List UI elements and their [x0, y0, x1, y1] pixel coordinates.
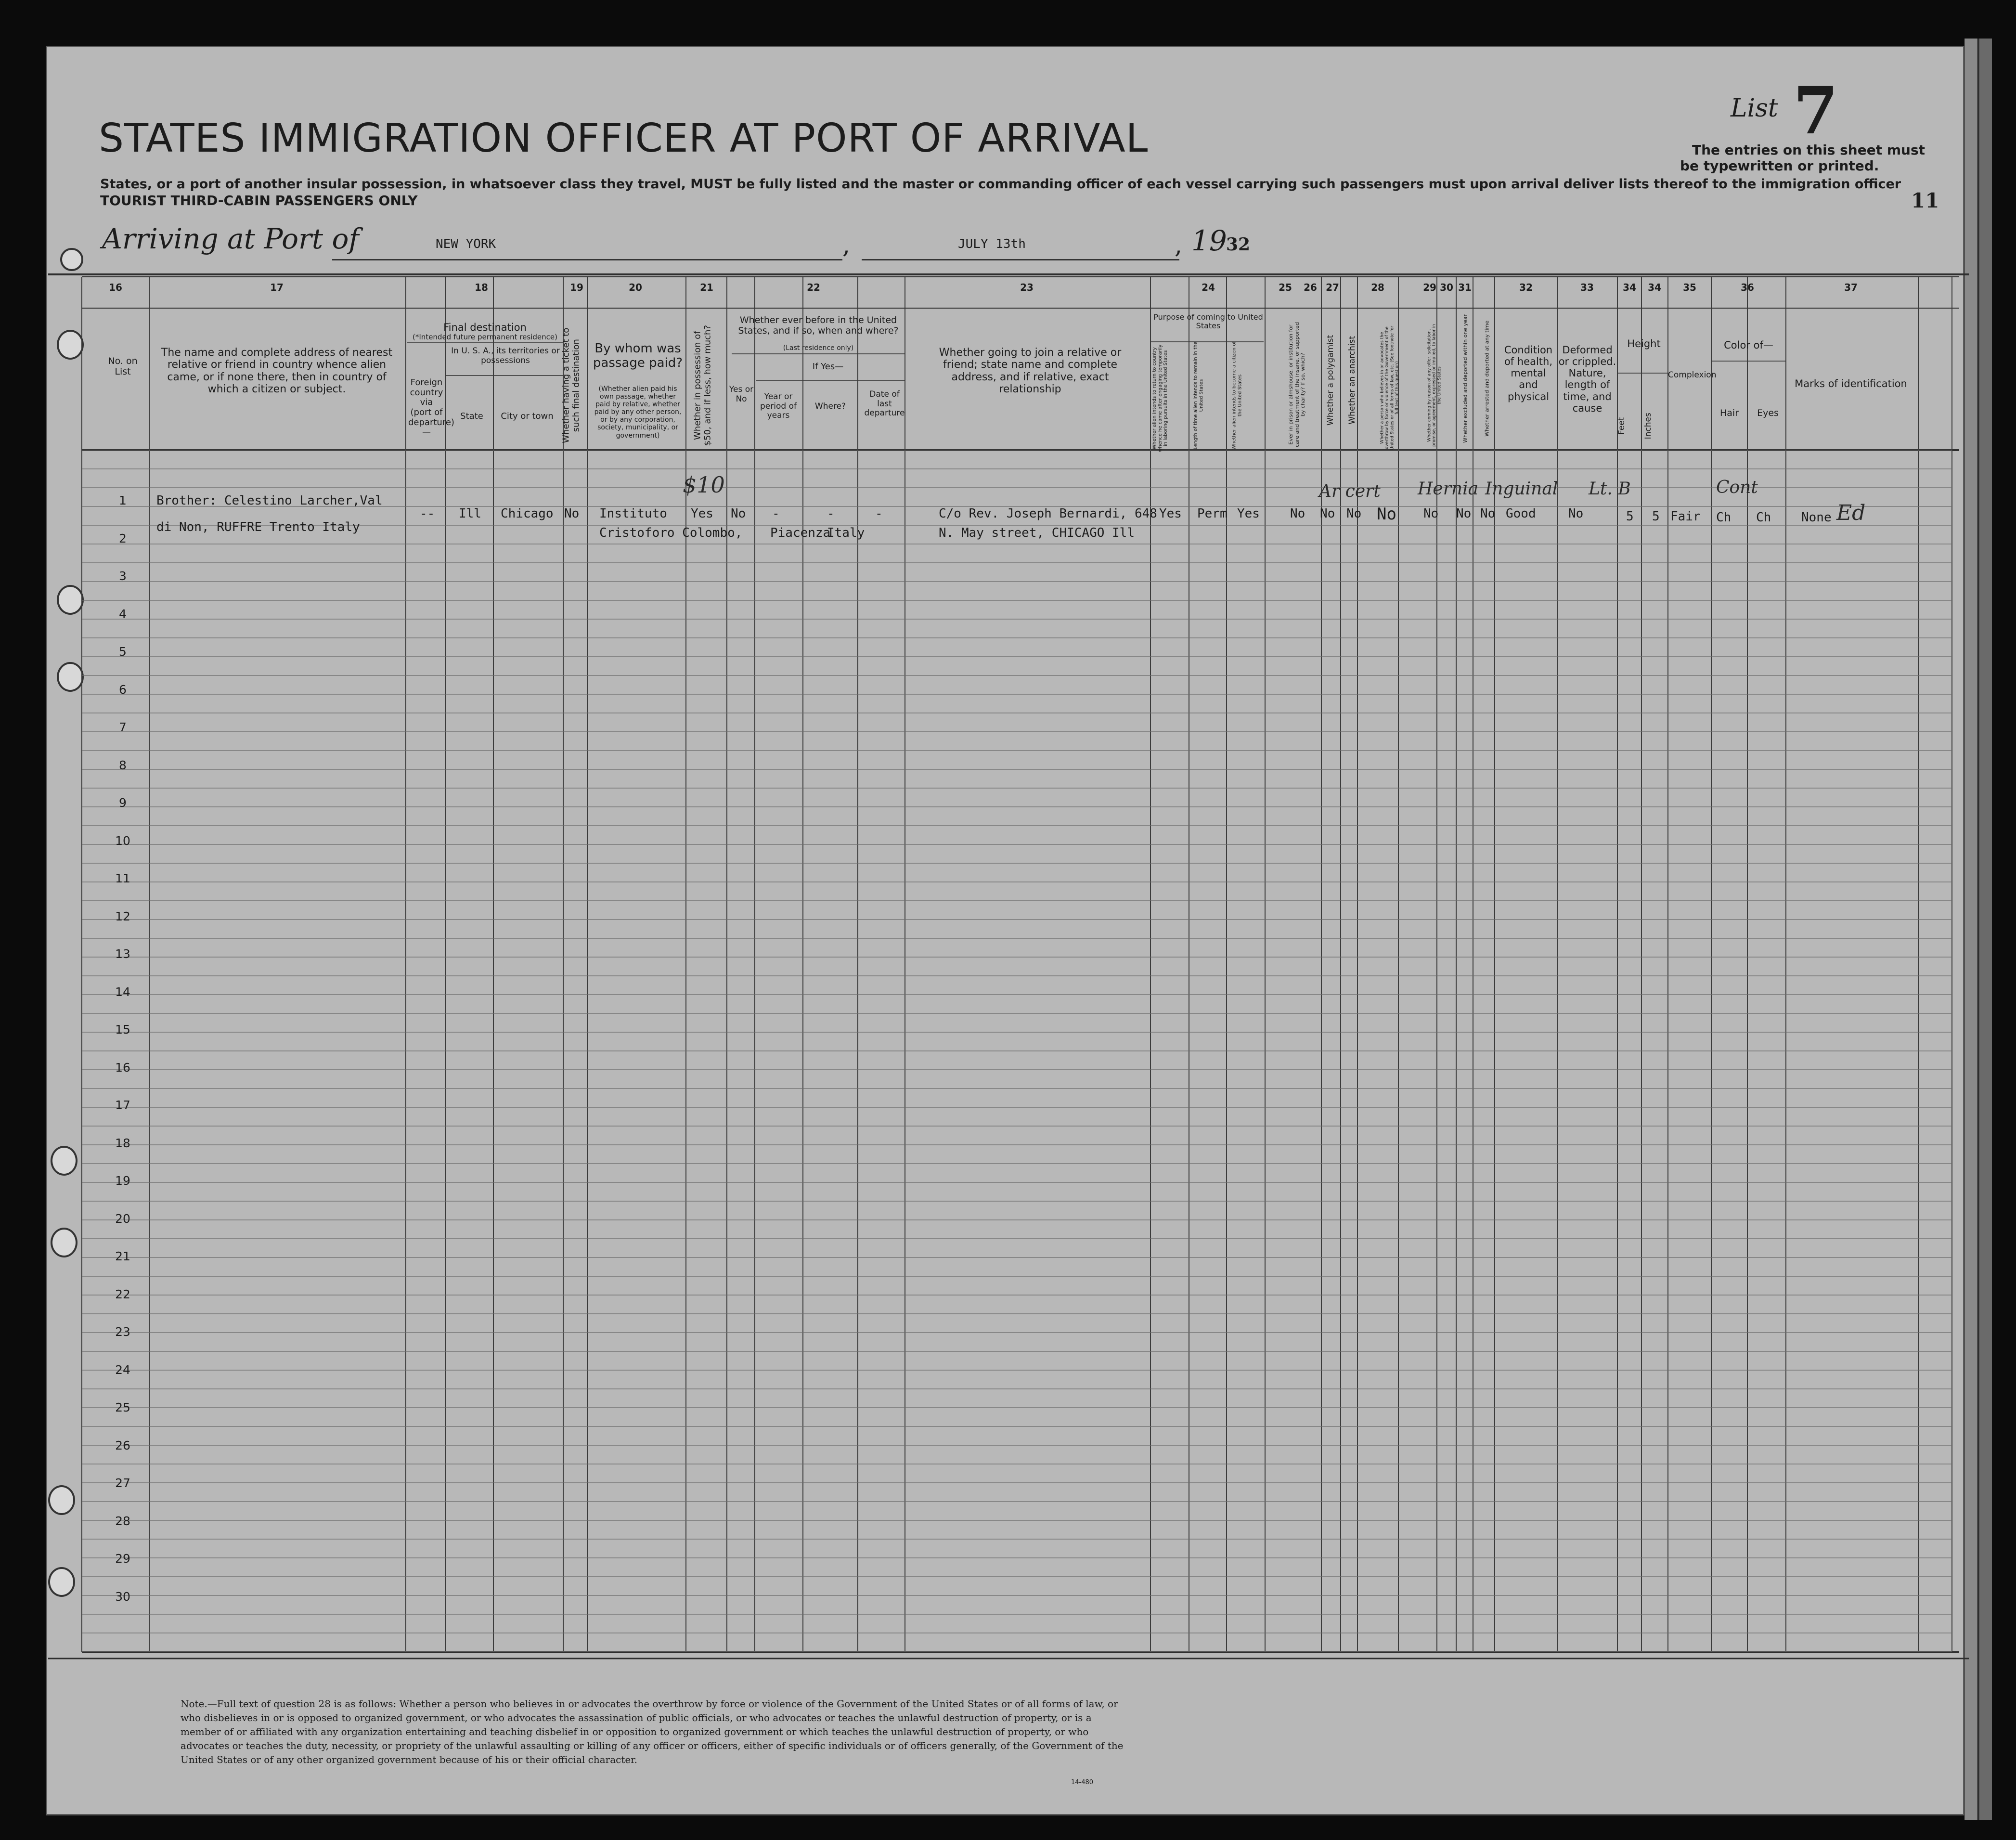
column-number: 31 [1458, 282, 1472, 293]
column-number: 36 [1741, 282, 1754, 293]
paid-by-line1: Instituto [599, 506, 667, 521]
column-number: 17 [270, 282, 284, 293]
header-passage-paid: By whom was passage paid? [593, 341, 683, 370]
header-city: City or town [501, 411, 554, 421]
class-line: TOURIST THIRD-CABIN PASSENGERS ONLY [100, 193, 418, 208]
column-number: 26 [1304, 282, 1317, 293]
header-overthrow: Whether a person who believes in or advocates the overthrow by force or violence of the Government of the United States or of all forms of law, etc. (See footnote for full text of this question) [1380, 325, 1400, 450]
header-money: Whether in possession of $50, and if less, how much? [692, 325, 712, 446]
header-inches: Inches [1643, 413, 1654, 440]
header-ticket: Whether having a ticket to such final destination [561, 327, 581, 443]
row-number: 17 [115, 1098, 130, 1112]
state-value: Ill [459, 506, 481, 521]
deformed-value: No [1568, 506, 1584, 521]
row-number: 25 [115, 1400, 130, 1414]
header-final-destination-note: (*Intended future permanent residence) [413, 333, 557, 341]
header-date-departure: Date of last departure [864, 389, 905, 418]
join-line2: N. May street, CHICAGO Ill [939, 526, 1135, 540]
row-number: 11 [115, 871, 130, 885]
list-number: 7 [1793, 72, 1838, 149]
column-number: 16 [109, 282, 122, 293]
labor-offer-value: No [1423, 506, 1439, 521]
header-foreign-country: Foreign country via (port of departure)— [408, 377, 454, 438]
column-number: 24 [1202, 282, 1215, 293]
column-number: 28 [1371, 282, 1384, 293]
column-number: 19 [570, 282, 583, 293]
column-number: 34 [1623, 282, 1636, 293]
eyes-value: Ch [1756, 510, 1771, 525]
return-value: Yes [1159, 506, 1182, 521]
column-number: 30 [1440, 282, 1453, 293]
comma: , [842, 231, 850, 259]
handwritten-annotation: Inguinal [1485, 479, 1558, 499]
header-health: Condition of health, mental and physical [1504, 344, 1553, 402]
money-amount: $10 [683, 472, 725, 498]
citizen-value: Yes [1237, 506, 1260, 521]
row-number: 3 [119, 569, 127, 583]
row-number: 5 [119, 645, 127, 659]
arriving-label: Arriving at Port of [102, 222, 359, 255]
relative-address-line1: Brother: Celestino Larcher,Val [156, 493, 383, 508]
row-number: 20 [115, 1211, 130, 1226]
row-number: 13 [115, 947, 130, 961]
complexion-value: Fair [1670, 509, 1701, 524]
relative-address-line2: di Non, RUFFRE Trento Italy [156, 520, 360, 534]
join-line1: C/o Rev. Joseph Bernardi, 648 [939, 506, 1157, 521]
row-number: 10 [115, 833, 130, 848]
column-number: 18 [475, 282, 488, 293]
header-before-us-note: (Last residence only) [783, 344, 854, 352]
column-number: 32 [1519, 282, 1533, 293]
column-number: 25 [1279, 282, 1292, 293]
header-year: Year or period of years [760, 392, 797, 421]
column-number: 27 [1326, 282, 1339, 293]
handwritten-annotation: Lt. B [1589, 479, 1631, 499]
row-number: 19 [115, 1174, 130, 1188]
header-color: Color of— [1724, 339, 1773, 351]
header-purpose: Purpose of coming to United States [1153, 312, 1263, 331]
handwritten-annotation: Ar cert [1319, 481, 1381, 501]
header-purpose-c: Whether alien intends to become a citizen of the United States [1231, 341, 1242, 450]
list-label: List [1731, 94, 1778, 123]
length-stay-value: Perm [1197, 506, 1228, 521]
row-number: 21 [115, 1249, 130, 1263]
header-state: State [460, 411, 483, 421]
header-complexion: Complexion [1668, 370, 1717, 380]
paid-by-line2: Cristoforo Colombo, [599, 526, 743, 540]
row-number: 28 [115, 1514, 130, 1528]
handwritten-annotation: Hernia [1418, 479, 1479, 499]
row-number: 18 [115, 1136, 130, 1150]
header-eyes: Eyes [1757, 408, 1779, 418]
header-passage-paid-note: (Whether alien paid his own passage, whether paid by relative, whether paid by any other person, or by any corporation, society, municipality, or government) [594, 385, 682, 440]
handwritten-annotation: Cont [1716, 478, 1758, 497]
year-value: - [772, 506, 780, 521]
date-departure-value: - [875, 506, 883, 521]
form-code: 14-480 [1071, 1779, 1094, 1786]
ticket-value: No [564, 506, 580, 521]
column-number: 20 [629, 282, 642, 293]
health-value: Good [1506, 506, 1536, 521]
column-number: 22 [807, 282, 820, 293]
sheet-number: 11 [1911, 189, 1939, 212]
header-relative: The name and complete address of nearest relative or friend in country whence alien came, or if none there, then in country of which a citizen or subject. [161, 347, 393, 395]
header-feet: Feet [1617, 417, 1627, 435]
comma: , [1175, 231, 1182, 259]
handwritten-annotation: Ed [1836, 501, 1866, 525]
feet-value: 5 [1626, 509, 1634, 524]
row-number: 23 [115, 1325, 130, 1339]
header-before-us: Whether ever before in the United States, and if so, when and where? [738, 315, 899, 336]
row-number: 16 [115, 1060, 130, 1075]
header-purpose-a: Whether alien intends to return to country whence he came after engaging temporarily in laboring pursuits in the United States [1151, 344, 1168, 452]
header-polygamist: Whether a polygamist [1326, 335, 1336, 426]
header-hair: Hair [1719, 408, 1739, 418]
inches-value: 5 [1652, 509, 1660, 524]
page-title: STATES IMMIGRATION OFFICER AT PORT OF ARRIVAL [99, 116, 1149, 161]
row-number: 27 [115, 1476, 130, 1490]
header-list-no: No. on List [108, 356, 138, 377]
row-number: 1 [119, 493, 127, 507]
column-number: 37 [1844, 282, 1858, 293]
column-number: 29 [1423, 282, 1436, 293]
header-anarchist: Whether an anarchist [1347, 336, 1357, 425]
polygamist-value: No [1320, 506, 1335, 521]
row-number: 14 [115, 985, 130, 999]
column-number: 21 [700, 282, 713, 293]
column-number: 34 [1648, 282, 1661, 293]
row-number: 12 [115, 909, 130, 923]
row-number: 22 [115, 1287, 130, 1301]
before-us-value: No [731, 506, 746, 521]
header-usa: In U. S. A., its territories or possessions [451, 346, 560, 365]
city-value: Chicago [501, 506, 554, 521]
port-value: NEW YORK [436, 237, 496, 251]
row-number: 15 [115, 1023, 130, 1037]
row-number: 30 [115, 1589, 130, 1604]
row-number: 26 [115, 1438, 130, 1452]
header-join: Whether going to join a relative or friend; state name and complete address, and if relative, exact relationship [939, 347, 1122, 395]
row-number: 9 [119, 796, 127, 810]
prison-value: No [1290, 506, 1305, 521]
overthrow-value: No [1377, 505, 1396, 524]
header-height: Height [1627, 338, 1661, 350]
column-number: 23 [1020, 282, 1034, 293]
where-value-2: Italy [827, 526, 865, 540]
header-deformed: Deformed or crippled. Nature, length of time, and cause [1558, 344, 1616, 414]
excluded-value: No [1456, 506, 1472, 521]
row-number: 8 [119, 758, 127, 772]
year-suffix: 32 [1226, 234, 1251, 255]
hair-value: Ch [1716, 510, 1732, 525]
header-prison: Ever in prison or almshouse, or institution for care and treatment of the insane, or supported by charity? If so, which? [1288, 322, 1306, 447]
header-if-yes: If Yes— [812, 362, 844, 372]
header-marks: Marks of identification [1795, 378, 1907, 389]
row-number: 4 [119, 607, 127, 621]
typewritten-note: The entries on this sheet must [1692, 142, 1926, 158]
anarchist-value: No [1346, 506, 1362, 521]
header-arrested: Whether arrested and deported at any time [1484, 320, 1490, 437]
column-number: 33 [1580, 282, 1594, 293]
where-dash: - [827, 506, 835, 521]
year-prefix: 19 [1191, 224, 1227, 257]
row-number: 29 [115, 1552, 130, 1566]
foreign-country-value: -- [420, 506, 435, 521]
typewritten-note: be typewritten or printed. [1680, 158, 1879, 174]
money-yes: Yes [691, 506, 713, 521]
row-number: 7 [119, 720, 127, 734]
header-final-destination: Final destination [443, 322, 527, 333]
header-before-yesno: Yes or No [729, 385, 754, 404]
subtitle: States, or a port of another insular possession, in whatsoever class they travel, MUST be fully listed and the master or commanding officer of each vessel carrying such passengers must upon arrival deliver lists thereof to the immigration officer [100, 177, 1901, 192]
header-excluded: Whether excluded and deported within one year [1462, 314, 1469, 443]
marks-value: None [1801, 510, 1832, 525]
column-number: 35 [1683, 282, 1696, 293]
header-labor-offer: Whether coming by reason of any offer, solicitation, promise, or agreement, expressed or implied, to labor in the United States [1427, 324, 1442, 447]
row-number: 24 [115, 1362, 130, 1377]
arrested-value: No [1480, 506, 1496, 521]
footnote: Note.—Full text of question 28 is as follows: Whether a person who believes in or advocates the overthrow by force or violence of the Government of the United States or of all forms of law, or who disbelieves in or is opposed to organized government, or who advocates the assassination of public officials, or who advocates or teaches the unlawful destruction of property, or is a member of or affiliated with any organization entertaining and teaching disbelief in or opposition to organized government or which teaches the unlawful destruction of property, or who advocates or teaches the duty, necessity, or propriety of the unlawful assaulting or killing of any officer or officers, either of specific individuals or of officers generally, of the Government of the United States or of any other organized government because of his or their official character. [181, 1698, 1124, 1765]
header-where: Where? [814, 402, 846, 411]
row-number: 2 [119, 531, 127, 545]
header-purpose-b: Length of time alien intends to remain in the United States [1193, 341, 1204, 450]
row-number: 6 [119, 682, 127, 697]
where-value-1: Piacenza [770, 526, 831, 540]
date-value: JULY 13th [958, 237, 1026, 251]
